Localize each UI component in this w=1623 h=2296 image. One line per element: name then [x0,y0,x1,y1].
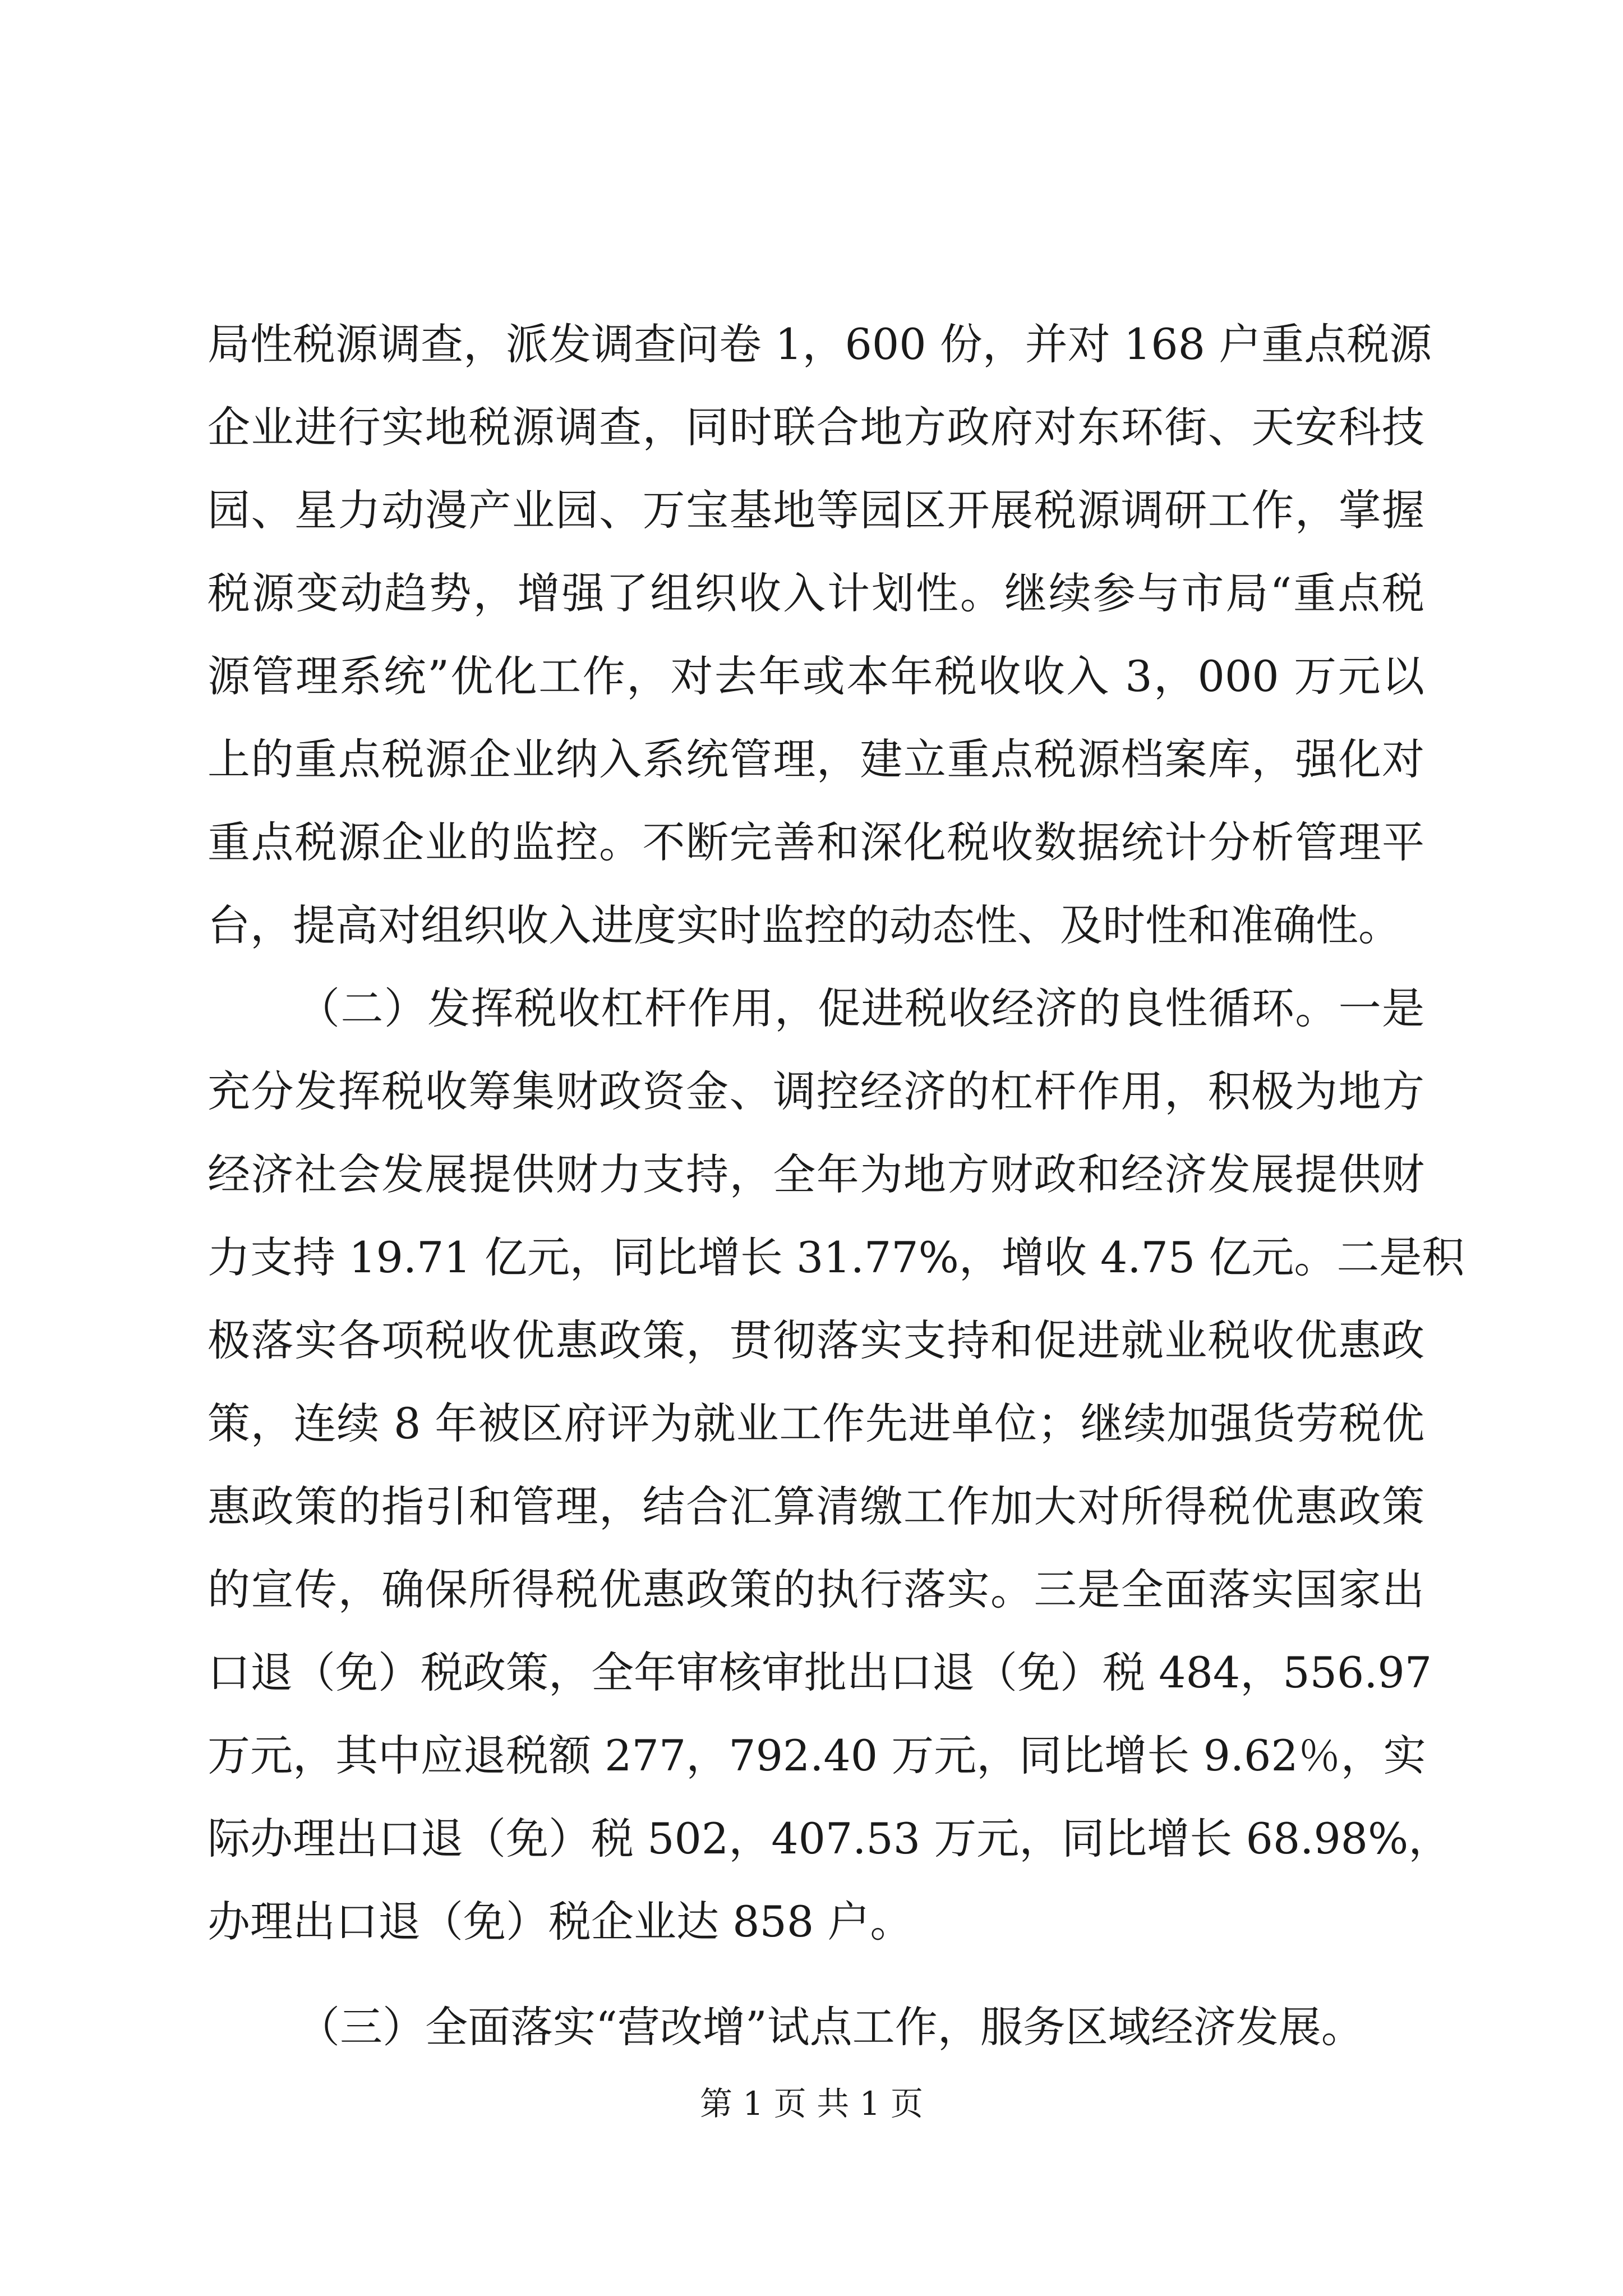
text-line: 局性税源调查，派发调查问卷 1，600 份，并对 168 户重点税源 [208,319,1432,369]
text-line: 际办理出口退（免）税 502，407.53 万元，同比增长 68.98%， [208,1814,1451,1864]
section-heading-line: （三）全面落实“营改增”试点工作，服务区域经济发展。 [297,2002,1364,2052]
text-line: 办理出口退（免）税企业达 858 户。 [208,1897,913,1947]
section-heading-line: （二）发挥税收杠杆作用，促进税收经济的良性循环。一是 [297,983,1424,1033]
text-line: 惠政策的指引和管理，结合汇算清缴工作加大对所得税优惠政策 [208,1481,1424,1531]
text-line: 台，提高对组织收入进度实时监控的动态性、及时性和准确性。 [208,900,1401,950]
text-line: 企业进行实地税源调查，同时联合地方政府对东环街、天安科技 [208,402,1424,452]
text-line: 的宣传，确保所得税优惠政策的执行落实。三是全面落实国家出 [208,1565,1424,1614]
text-line: 极落实各项税收优惠政策，贯彻落实支持和促进就业税收优惠政 [208,1315,1424,1365]
text-line: 园、星力动漫产业园、万宝基地等园区开展税源调研工作，掌握 [208,485,1424,535]
text-line: 充分发挥税收筹集财政资金、调控经济的杠杆作用，积极为地方 [208,1066,1424,1116]
paragraph-gap [208,1963,1424,1986]
text-line: 经济社会发展提供财力支持，全年为地方财政和经济发展提供财 [208,1149,1424,1199]
document-body [208,303,1465,2069]
text-line: 力支持 19.71 亿元，同比增长 31.77%，增收 4.75 亿元。二是积 [208,1232,1465,1282]
text-line: 源管理系统”优化工作，对去年或本年税收收入 3，000 万元以 [208,651,1424,701]
paragraph-3 [208,1986,1424,2069]
text-line: 万元，其中应退税额 277，792.40 万元，同比增长 9.62％，实 [208,1731,1426,1780]
text-line: 上的重点税源企业纳入系统管理，建立重点税源档案库，强化对 [208,734,1424,784]
paragraph-1 [208,303,1432,967]
page-number-label: 第 1 页 共 1 页 [700,2085,923,2123]
paragraph-2 [208,967,1465,1963]
text-line: 税源变动趋势，增强了组织收入计划性。继续参与市局“重点税 [208,568,1424,618]
text-line: 口退（免）税政策，全年审核审批出口退（免）税 484，556.97 [208,1648,1432,1697]
text-line: 重点税源企业的监控。不断完善和深化税收数据统计分析管理平 [208,817,1424,867]
page-footer [0,2081,1623,2126]
text-line: 策，连续 8 年被区府评为就业工作先进单位；继续加强货劳税优 [208,1398,1424,1448]
